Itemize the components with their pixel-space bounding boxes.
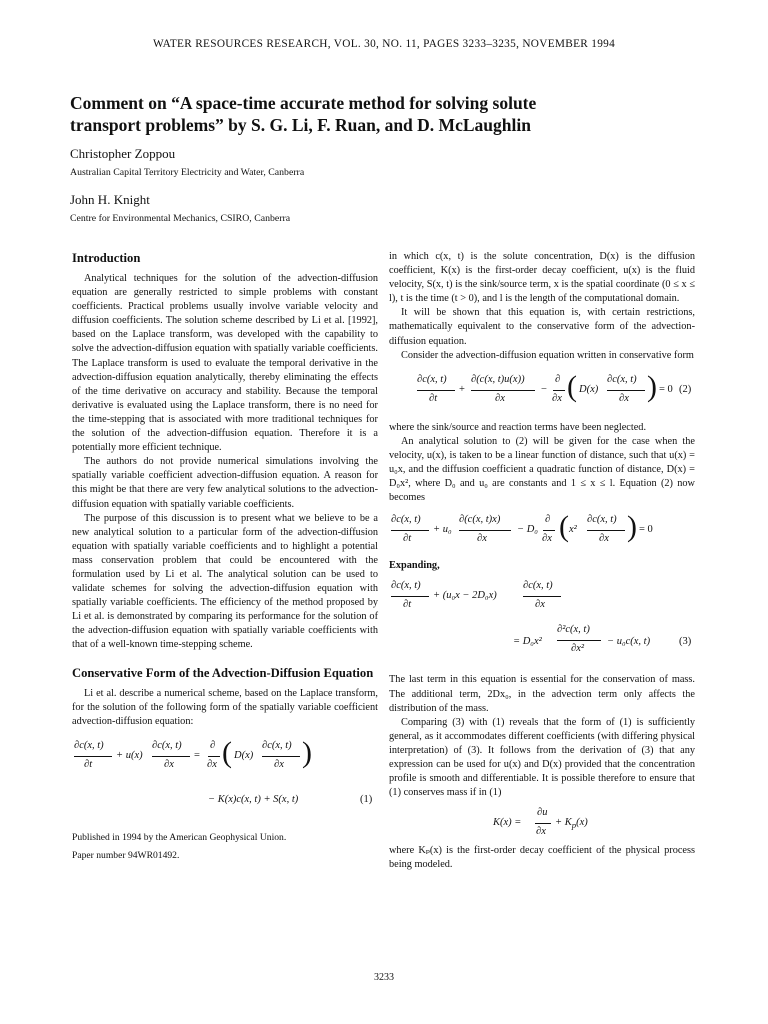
right-paragraph-7: Comparing (3) with (1) reveals that the form of (1) is sufficiently general, as it accommodates different coefficients (with differing physical interpretation) of (3). It follows from the derivation of (3) that any expression can be used for u(x) and D(x) provided that the concentration profile is smooth and differentiable. It is possible therefore to ensure that (1) conserves mass if in (1) [389, 716, 695, 799]
author-2-affiliation: Centre for Environmental Mechanics, CSIRO, Canberra [70, 213, 291, 224]
title-line-2: transport problems” by S. G. Li, F. Ruan, and D. McLaughlin [70, 115, 531, 135]
author-1-name: Christopher Zoppou [70, 146, 176, 161]
right-paragraph-4: where the sink/source and reaction terms have been neglected. [389, 421, 647, 433]
journal-header: WATER RESOURCES RESEARCH, VOL. 30, NO. 11, PAGES 3233–3235, NOVEMBER 1994 [152, 38, 616, 50]
left-column [72, 250, 378, 863]
equation-1-number: (1) [360, 793, 373, 805]
right-paragraph-5: An analytical solution to (2) will be given for the case when the velocity, u(x), is taken to be a linear function of distance, such that u(x) = u₀x, and the diffusion coefficient a quadratic function of distance, D(x) = D₀x², where D₀ and u₀ are constants and 1 ≤ x ≤ l. Equation (2) now becomes [389, 435, 695, 504]
equation-2-number: (2) [679, 383, 692, 395]
article-title [70, 92, 710, 136]
right-paragraph-3: Consider the advection-diffusion equation written in conservative form [401, 349, 694, 361]
conservative-form-heading: Conservative Form of the Advection-Diffusion Equation [72, 665, 374, 680]
intro-paragraph-2: The authors do not provide numerical simulations involving the spatially variable coefficient advection-diffusion equation. A reason for this might be that there are very few analytical solutions to the advection-diffusion equation with spatially variable coefficients. [72, 456, 378, 510]
equation-decay-coefficient: K(x) = ∂u ∂x + $K_p(x)$ [493, 807, 588, 838]
title-line-1: Comment on “A space-time accurate method for solving solute [70, 93, 537, 113]
right-paragraph-6: The last term in this equation is essential for the conservation of mass. The additional term, 2Dx₀, in the advection term only affects the distribution of the mass. [389, 674, 695, 714]
equation-expanded-form: ∂c(x, t) ∂t + u₀ ∂(c(x, t)x) ∂x − D₀ ∂ ∂x ( x² ∂c(x, t) ∂x ) = 0 [391, 510, 653, 545]
author-1-affiliation: Australian Capital Territory Electricity and Water, Canberra [70, 167, 305, 178]
equation-2: ∂c(x, t) ∂t + ∂(c(x, t)u(x)) ∂x − ∂ ∂x ( D(x) ∂c(x, t) ∂x ) = 0 (2) [417, 369, 692, 404]
published-note: Published in 1994 by the American Geophysical Union. [72, 831, 287, 843]
expanding-label: Expanding, [389, 560, 440, 572]
paper-number: Paper number 94WR01492. [72, 849, 180, 861]
intro-paragraph-1: Analytical techniques for the solution of the advection-diffusion equation are generally restricted to simple problems with constant coefficients. Practical problems usually involve variable velocity and diffusion coefficients. The solution scheme described by Li et al. [1992], based on the Laplace transform, was developed with the capability to solve the advection-diffusion equation with spatially variable coefficients. The Laplace transform is used to evaluate the temporal derivative in the advection-diffusion equation analytically, thereby eliminating the effects of the time derivative on accuracy and stability. Because the temporal derivative is evaluated using the Laplace transform, there is no need for the time-stepping that is associated with more traditional techniques for the solution of the advection-diffusion equation. Therefore it is a potentially more efficient technique. [72, 273, 378, 454]
intro-paragraph-3: The purpose of this discussion is to present what we believe to be a new analytical solution to a particular form of the advection-diffusion equation with spatially variable coefficients and to highlight a potential mass conservation problem that could be encountered with the formulation used by Li et al. The analytical solution can be used to validate schemes for solving the advection-diffusion equation with spatially variable coefficients. The efficiency of the method proposed by Li et al. is demonstrated by comparing its performance for the solution of the advection-diffusion equation with spatially variable coefficients with that of a well-known time-stepping scheme. [72, 512, 378, 651]
equation-3-number: (3) [679, 636, 692, 648]
equation-1: ∂c(x, t) ∂t + u(x) ∂c(x, t) ∂x = ∂ ∂x ( D(x) ∂c(x, t) ∂x ) − K(x)c(x, t) + S(x, t) (1) [72, 739, 378, 825]
introduction-heading: Introduction [72, 251, 141, 265]
conservative-paragraph-1: Li et al. describe a numerical scheme, based on the Laplace transform, for the solution of the following form of the spatially variable coefficient advection-diffusion equation: [72, 687, 378, 727]
page-number: 3233 [374, 972, 394, 983]
equation-3: ∂c(x, t) ∂t + (u₀x − 2D₀x) ∂c(x, t) ∂x = D₀x² ∂²c(x, t) ∂x² − u₀c(x, t) (3) [391, 580, 692, 655]
right-paragraph-8: where Kₚ(x) is the first-order decay coefficient of the physical process being modeled. [389, 845, 695, 871]
right-paragraph-2: It will be shown that this equation is, with certain restrictions, mathematically equivalent to the conservative form of the advection-diffusion equation. [389, 307, 695, 347]
right-paragraph-1: in which c(x, t) is the solute concentration, D(x) is the diffusion coefficient, K(x) is the first-order decay coefficient, u(x) is the fluid velocity, S(x, t) is the sink/source term, x is the spatial coordinate (0 ≤ x ≤ l), t is the time (t > 0), and l is the length of the computational domain. [389, 251, 695, 305]
author-2-name: John H. Knight [70, 192, 150, 207]
right-column [389, 250, 695, 872]
